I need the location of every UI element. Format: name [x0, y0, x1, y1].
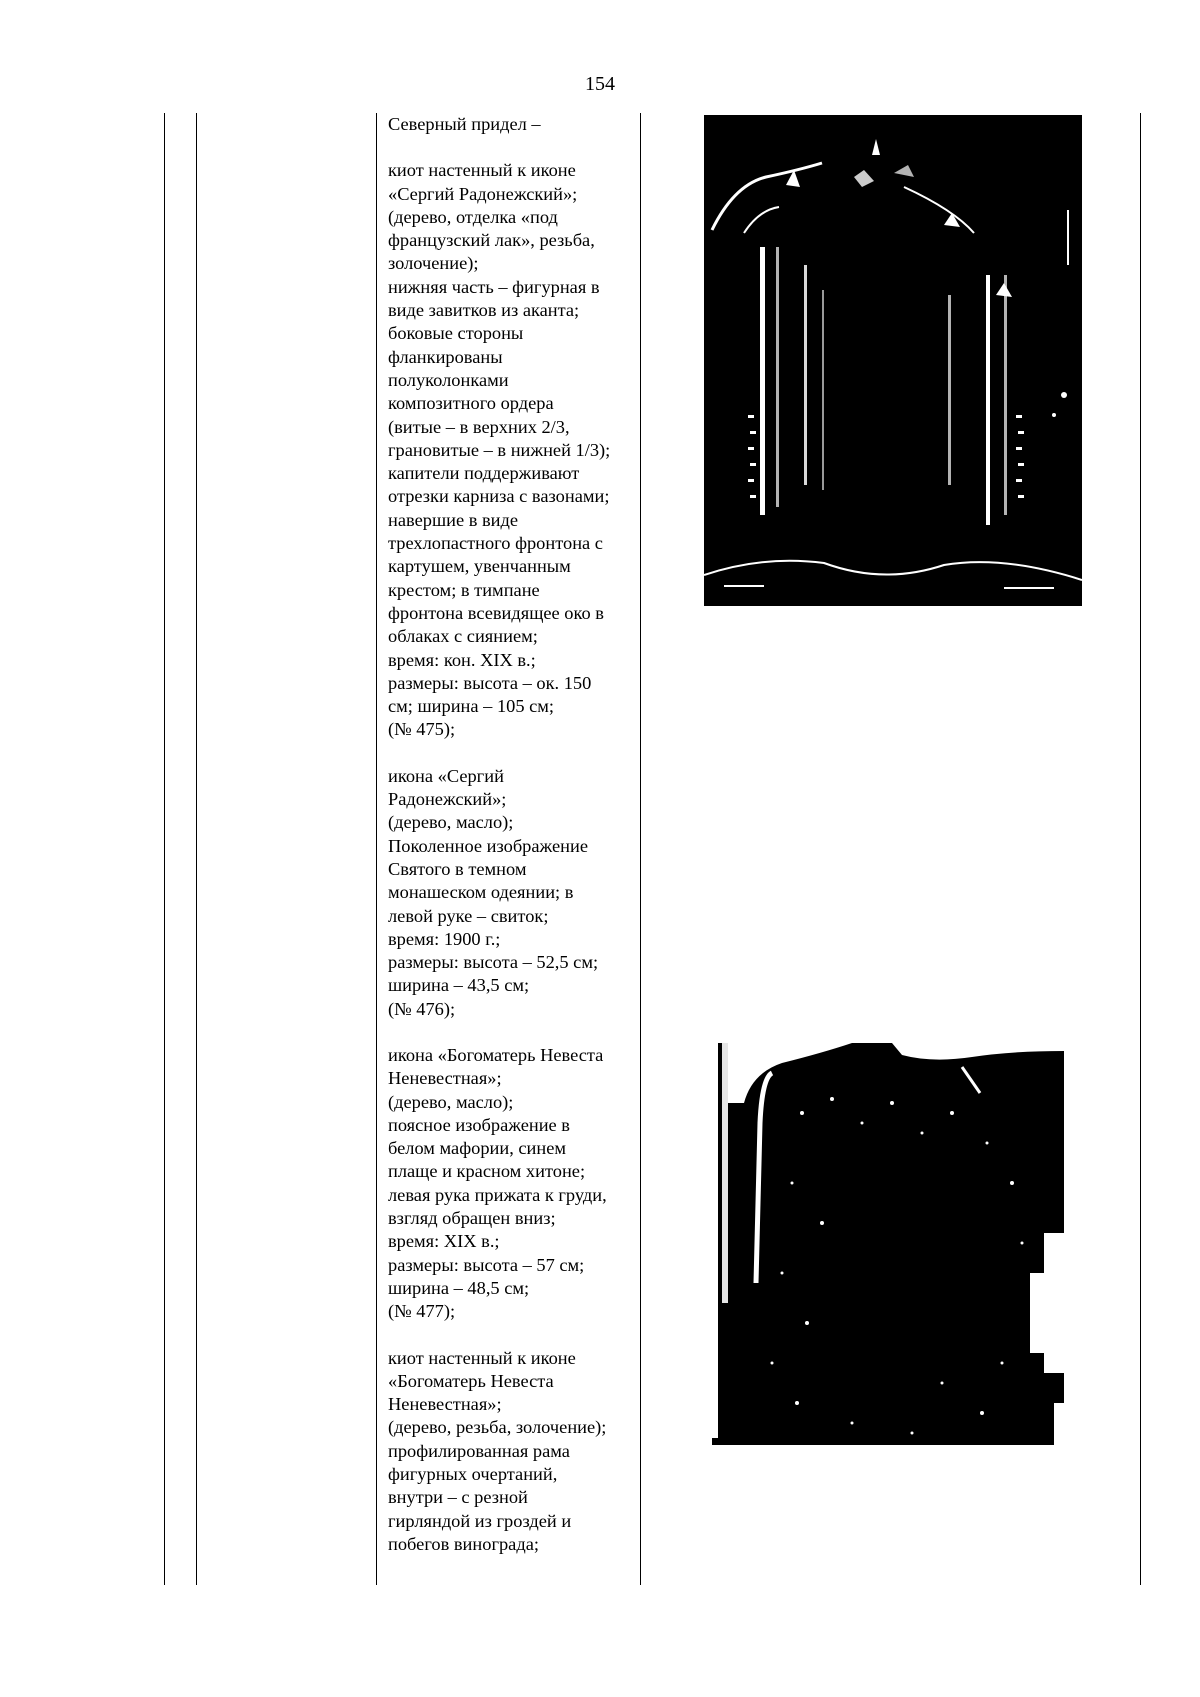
- text-line: гирляндой из гроздей и: [388, 1510, 572, 1531]
- text-line: французский лак», резьба,: [388, 230, 595, 251]
- text-line: «Сергий Радонежский»;: [388, 183, 578, 204]
- text-line: золочение);: [388, 253, 479, 274]
- text-line: размеры: высота – ок. 150: [388, 672, 592, 693]
- text-line: монашеском одеянии; в: [388, 882, 574, 903]
- text-line: ширина – 48,5 см;: [388, 1277, 530, 1298]
- photo-kiot-sergiy: [704, 115, 1082, 606]
- text-line: киот настенный к иконе: [388, 1347, 576, 1368]
- text-line: Неневестная»;: [388, 1394, 502, 1415]
- table-divider-2: [376, 113, 377, 1585]
- text-line: нижняя часть – фигурная в: [388, 276, 600, 297]
- entry-chapel-heading: [388, 113, 634, 136]
- text-line: грановитые – в нижней 1/3);: [388, 439, 611, 460]
- text-line: виде завитков из аканта;: [388, 300, 580, 321]
- text-line: время: кон. XIX в.;: [388, 649, 536, 670]
- text-line: поясное изображение в: [388, 1114, 570, 1135]
- text-line: (№ 475);: [388, 719, 456, 740]
- text-line: плаще и красном хитоне;: [388, 1161, 586, 1182]
- description-column: [388, 113, 634, 1556]
- text-line: «Богоматерь Невеста: [388, 1370, 554, 1391]
- text-line: Святого в темном: [388, 858, 527, 879]
- text-line: (дерево, отделка «под: [388, 206, 558, 227]
- text-line: левая рука прижата к груди,: [388, 1184, 607, 1205]
- text-line: размеры: высота – 52,5 см;: [388, 952, 599, 973]
- table-border-right: [1140, 113, 1141, 1585]
- entry-477: [388, 1044, 634, 1324]
- text-line: Радонежский»;: [388, 789, 507, 810]
- text-line: облаках с сиянием;: [388, 626, 538, 647]
- text-line: побегов винограда;: [388, 1533, 539, 1554]
- text-line: Поколенное изображение: [388, 835, 589, 856]
- text-line: размеры: высота – 57 см;: [388, 1254, 585, 1275]
- text-line: (дерево, резьба, золочение);: [388, 1417, 607, 1438]
- text-line: Северный придел –: [388, 114, 541, 134]
- text-line: время: XIX в.;: [388, 1231, 500, 1252]
- table-border-left: [164, 113, 165, 1585]
- entry-kiot-bogomater: [388, 1347, 634, 1557]
- text-line: фланкированы: [388, 346, 503, 367]
- text-line: см; ширина – 105 см;: [388, 696, 555, 717]
- photo-icon-bogomater: [712, 1043, 1064, 1445]
- table-divider-3: [640, 113, 641, 1585]
- text-line: трехлопастного фронтона с: [388, 533, 603, 554]
- text-line: икона «Сергий: [388, 765, 504, 786]
- text-line: (витые – в верхних 2/3,: [388, 416, 570, 437]
- text-line: (дерево, масло);: [388, 812, 514, 833]
- text-line: белом мафории, синем: [388, 1138, 567, 1159]
- text-line: фигурных очертаний,: [388, 1464, 558, 1485]
- entry-475: [388, 159, 634, 741]
- text-line: киот настенный к иконе: [388, 160, 576, 181]
- text-line: Неневестная»;: [388, 1068, 502, 1089]
- text-line: навершие в виде: [388, 509, 519, 530]
- text-line: фронтона всевидящее око в: [388, 602, 604, 623]
- entry-476: [388, 765, 634, 1021]
- text-line: ширина – 43,5 см;: [388, 975, 530, 996]
- text-line: (№ 476);: [388, 998, 456, 1019]
- text-line: композитного ордера: [388, 393, 554, 414]
- text-line: взгляд обращен вниз;: [388, 1208, 556, 1229]
- text-line: (№ 477);: [388, 1301, 456, 1322]
- text-line: капители поддерживают: [388, 463, 580, 484]
- text-line: профилированная рама: [388, 1440, 570, 1461]
- text-line: внутри – с резной: [388, 1487, 528, 1508]
- text-line: икона «Богоматерь Невеста: [388, 1044, 604, 1065]
- text-line: крестом; в тимпане: [388, 579, 540, 600]
- page-number: 154: [585, 73, 615, 95]
- table-divider-1: [196, 113, 197, 1585]
- text-line: полуколонками: [388, 369, 509, 390]
- text-line: картушем, увенчанным: [388, 556, 571, 577]
- text-line: время: 1900 г.;: [388, 928, 501, 949]
- text-line: (дерево, масло);: [388, 1091, 514, 1112]
- text-line: отрезки карниза с вазонами;: [388, 486, 610, 507]
- text-line: левой руке – свиток;: [388, 905, 549, 926]
- text-line: боковые стороны: [388, 323, 524, 344]
